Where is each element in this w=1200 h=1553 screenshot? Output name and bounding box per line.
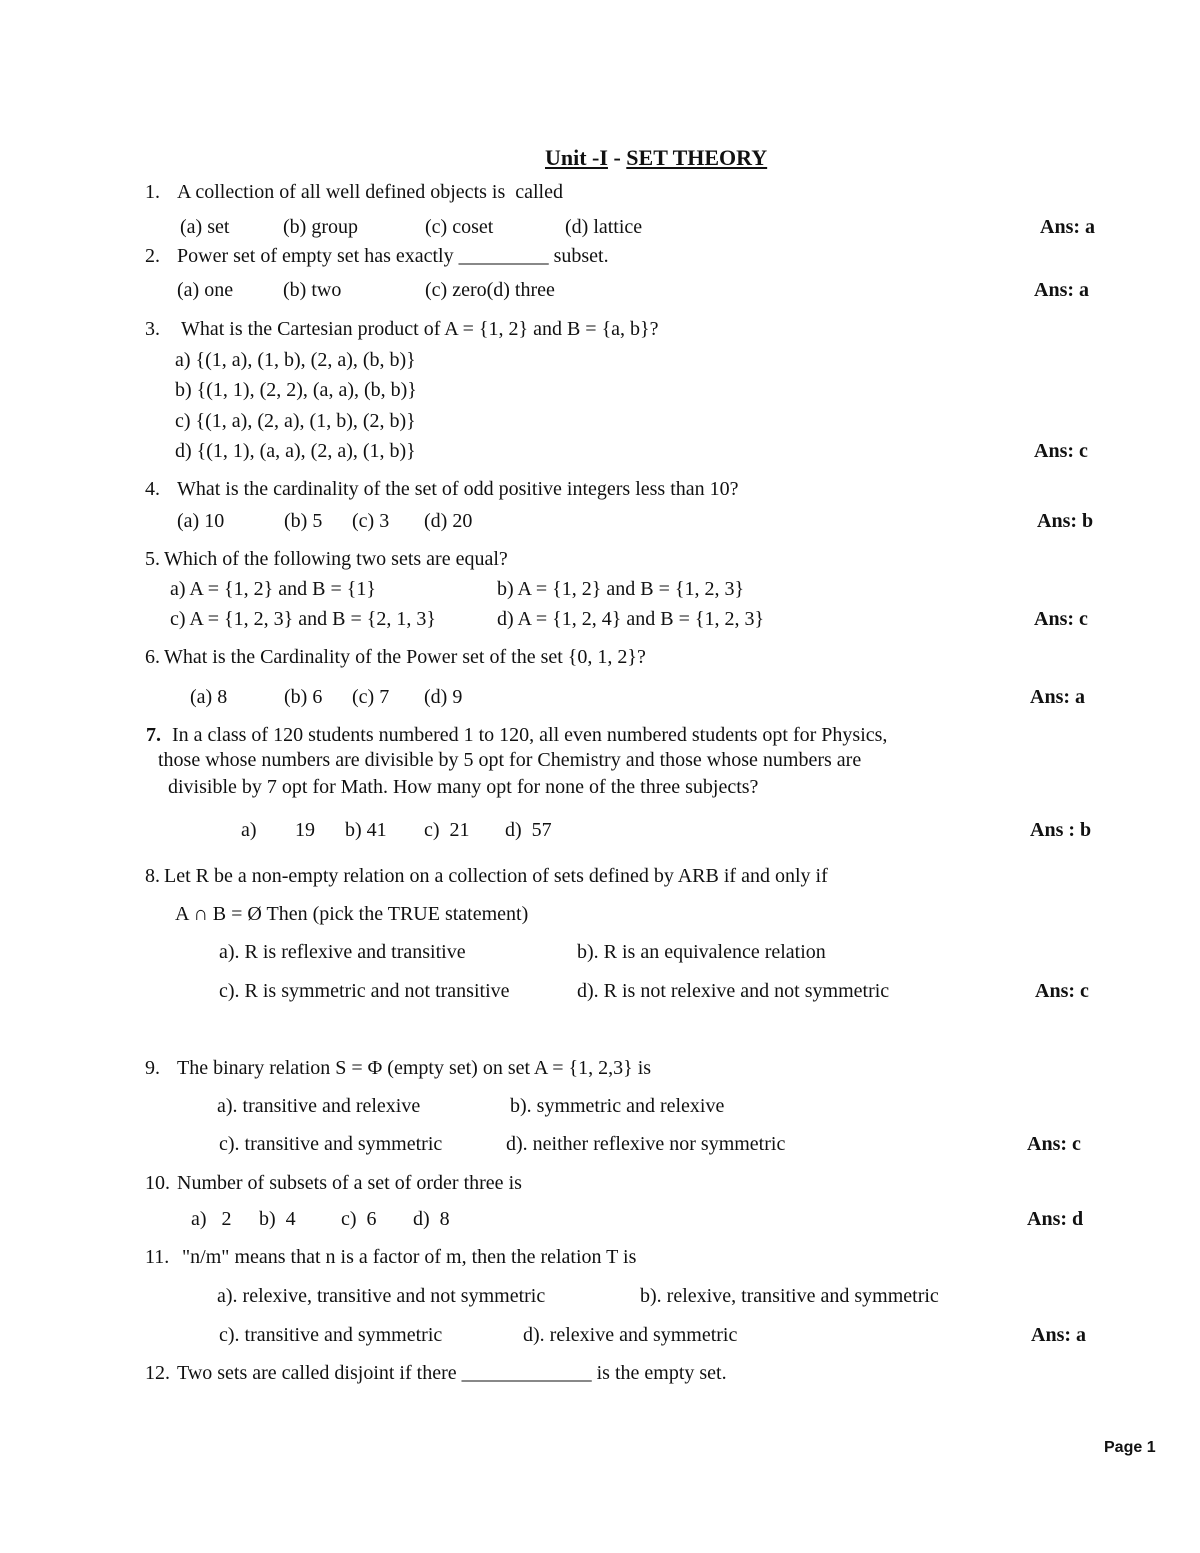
question-2-option-cd: (c) zero(d) three [425, 279, 555, 301]
question-2-number: 2. [145, 245, 160, 267]
question-4-answer: Ans: b [1037, 510, 1094, 532]
question-6-text: What is the Cardinality of the Power set of the set {0, 1, 2}? [164, 646, 646, 668]
question-9-option-b: b). symmetric and relexive [510, 1095, 725, 1117]
question-10-text: Number of subsets of a set of order three is [177, 1172, 522, 1194]
title-separator: - [607, 145, 627, 170]
question-10-option-d: d) 8 [413, 1208, 450, 1230]
question-3-text: What is the Cartesian product of A = {1, 2} and B = {a, b}? [181, 318, 659, 340]
question-6-option-c: (c) 7 [352, 686, 390, 708]
question-9-text: The binary relation S = Φ (empty set) on set A = {1, 2,3} is [177, 1057, 652, 1079]
question-1-option-c: (c) coset [425, 216, 494, 238]
question-3-option-a: a) {(1, a), (1, b), (2, a), (b, b)} [175, 349, 416, 371]
question-5-text: Which of the following two sets are equal? [164, 548, 508, 570]
question-11-number: 11. [145, 1246, 170, 1268]
question-10-answer: Ans: d [1027, 1208, 1084, 1230]
question-1-answer: Ans: a [1040, 216, 1096, 238]
question-4-option-a: (a) 10 [177, 510, 225, 532]
question-11-text: "n/m" means that n is a factor of m, then the relation T is [182, 1246, 637, 1268]
question-11-answer: Ans: a [1031, 1324, 1087, 1346]
question-5-option-d: d) A = {1, 2, 4} and B = {1, 2, 3} [497, 608, 765, 630]
title-unit: Unit -I [545, 145, 608, 170]
question-7-text-line-3: divisible by 7 opt for Math. How many opt for none of the three subjects? [168, 776, 759, 798]
question-5-number: 5. [145, 548, 160, 570]
question-7-option-d: d) 57 [505, 819, 552, 841]
question-8-text: Let R be a non-empty relation on a collection of sets defined by ARB if and only if [164, 865, 828, 887]
question-8-answer: Ans: c [1035, 980, 1089, 1002]
question-6-number: 6. [145, 646, 160, 668]
question-7-option-b: b) 41 [345, 819, 387, 841]
page-title [545, 146, 767, 170]
question-8-option-d: d). R is not relexive and not symmetric [577, 980, 890, 1002]
question-9-number: 9. [145, 1057, 160, 1079]
question-4-text: What is the cardinality of the set of odd positive integers less than 10? [177, 478, 739, 500]
question-11-option-d: d). relexive and symmetric [523, 1324, 738, 1346]
question-12-text: Two sets are called disjoint if there _____________ is the empty set. [177, 1362, 727, 1384]
question-8-number: 8. [145, 865, 160, 887]
question-3-option-d: d) {(1, 1), (a, a), (2, a), (1, b)} [175, 440, 416, 462]
question-4-number: 4. [145, 478, 160, 500]
question-9-option-d: d). neither reflexive nor symmetric [506, 1133, 786, 1155]
question-6-option-a: (a) 8 [190, 686, 228, 708]
question-1-number: 1. [145, 181, 160, 203]
question-6-option-d: (d) 9 [424, 686, 463, 708]
question-8-option-a: a). R is reflexive and transitive [219, 941, 466, 963]
question-7-option-a-value: 19 [295, 819, 315, 841]
question-10-option-c: c) 6 [341, 1208, 377, 1230]
question-8-text-2: A ∩ B = Ø Then (pick the TRUE statement) [175, 903, 529, 925]
question-11-option-a: a). relexive, transitive and not symmetric [217, 1285, 546, 1307]
question-6-answer: Ans: a [1030, 686, 1086, 708]
question-7-option-c: c) 21 [424, 819, 470, 841]
question-7-number: 7. [146, 724, 161, 746]
question-1-option-b: (b) group [283, 216, 358, 238]
question-4-option-b: (b) 5 [284, 510, 323, 532]
question-5-option-c: c) A = {1, 2, 3} and B = {2, 1, 3} [170, 608, 436, 630]
question-11-option-b: b). relexive, transitive and symmetric [640, 1285, 939, 1307]
question-3-option-b: b) {(1, 1), (2, 2), (a, a), (b, b)} [175, 379, 417, 401]
question-10-number: 10. [145, 1172, 170, 1194]
question-3-option-c: c) {(1, a), (2, a), (1, b), (2, b)} [175, 410, 416, 432]
question-3-answer: Ans: c [1034, 440, 1088, 462]
question-6-option-b: (b) 6 [284, 686, 323, 708]
question-9-answer: Ans: c [1027, 1133, 1081, 1155]
question-2-text: Power set of empty set has exactly _________ subset. [177, 245, 609, 267]
question-11-option-c: c). transitive and symmetric [219, 1324, 443, 1346]
question-2-option-a: (a) one [177, 279, 234, 301]
question-12-number: 12. [145, 1362, 170, 1384]
question-3-number: 3. [145, 318, 160, 340]
question-7-answer: Ans : b [1030, 819, 1092, 841]
question-1-text: A collection of all well defined objects is called [177, 181, 563, 203]
question-10-option-a: a) 2 [191, 1208, 232, 1230]
question-4-option-d: (d) 20 [424, 510, 473, 532]
question-5-option-b: b) A = {1, 2} and B = {1, 2, 3} [497, 578, 745, 600]
page-number: Page 1 [1104, 1439, 1156, 1456]
question-7-text-line-2: those whose numbers are divisible by 5 opt for Chemistry and those whose numbers are [158, 749, 862, 771]
question-2-answer: Ans: a [1034, 279, 1090, 301]
question-10-option-b: b) 4 [259, 1208, 296, 1230]
question-7-option-a: a) [241, 819, 257, 841]
question-9-option-c: c). transitive and symmetric [219, 1133, 443, 1155]
question-5-answer: Ans: c [1034, 608, 1088, 630]
question-1-option-a: (a) set [180, 216, 230, 238]
question-7-text-line-1: In a class of 120 students numbered 1 to 120, all even numbered students opt for Physics, [172, 724, 888, 746]
question-8-option-c: c). R is symmetric and not transitive [219, 980, 510, 1002]
question-2-option-b: (b) two [283, 279, 342, 301]
question-5-option-a: a) A = {1, 2} and B = {1} [170, 578, 376, 600]
title-topic: SET THEORY [626, 145, 768, 170]
question-1-option-d: (d) lattice [565, 216, 643, 238]
question-8-option-b: b). R is an equivalence relation [577, 941, 826, 963]
question-9-option-a: a). transitive and relexive [217, 1095, 421, 1117]
question-4-option-c: (c) 3 [352, 510, 390, 532]
